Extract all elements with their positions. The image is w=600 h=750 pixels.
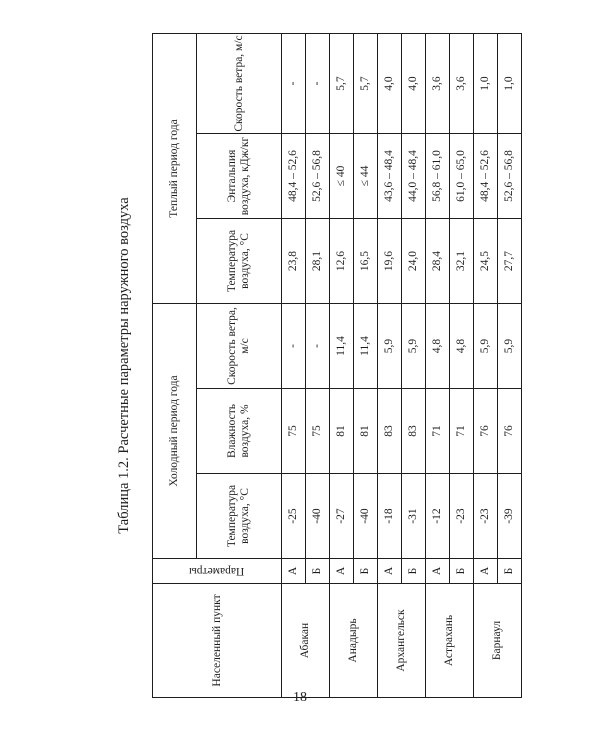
param-cell: А xyxy=(282,559,306,584)
cold-humidity-cell: 75 xyxy=(282,389,306,474)
warm-wind-cell: 3,6 xyxy=(426,34,450,134)
header-cold-period: Холодный период года xyxy=(153,304,197,559)
cold-humidity-cell: 76 xyxy=(498,389,522,474)
warm-wind-cell: 4,0 xyxy=(402,34,426,134)
cold-wind-cell: 5,9 xyxy=(402,304,426,389)
param-cell: А xyxy=(474,559,498,584)
cold-humidity-cell: 81 xyxy=(354,389,378,474)
warm-temp-cell: 32,1 xyxy=(450,219,474,304)
warm-enthalpy-cell: 48,4 – 52,6 xyxy=(282,134,306,219)
table-caption: Таблица 1.2. Расчетные параметры наружного воздуха xyxy=(116,197,132,534)
cold-temp-cell: -40 xyxy=(354,474,378,559)
warm-temp-cell: 19,6 xyxy=(378,219,402,304)
cold-humidity-cell: 71 xyxy=(450,389,474,474)
warm-enthalpy-cell: ≤ 44 xyxy=(354,134,378,219)
cold-wind-cell: - xyxy=(282,304,306,389)
header-cold-humidity: Влажность воздуха, % xyxy=(197,389,282,474)
rotated-page-content xyxy=(112,33,515,698)
cold-temp-cell: -39 xyxy=(498,474,522,559)
header-warm-wind: Скорость ветра, м/с xyxy=(197,34,282,134)
param-cell: Б xyxy=(450,559,474,584)
cold-temp-cell: -27 xyxy=(330,474,354,559)
header-cold-temperature: Температура воздуха, °С xyxy=(197,474,282,559)
warm-wind-cell: 5,7 xyxy=(354,34,378,134)
table-row xyxy=(330,34,354,698)
warm-temp-cell: 28,1 xyxy=(306,219,330,304)
header-warm-period: Теплый период года xyxy=(153,34,197,304)
warm-enthalpy-cell: 61,0 – 65,0 xyxy=(450,134,474,219)
warm-enthalpy-cell: 52,6 – 56,8 xyxy=(306,134,330,219)
cold-wind-cell: 4,8 xyxy=(426,304,450,389)
header-settlement: Населенный пункт xyxy=(153,584,282,698)
cold-temp-cell: -23 xyxy=(474,474,498,559)
cold-wind-cell: 5,9 xyxy=(378,304,402,389)
param-cell: Б xyxy=(354,559,378,584)
cold-humidity-cell: 83 xyxy=(402,389,426,474)
cold-temp-cell: -23 xyxy=(450,474,474,559)
param-cell: Б xyxy=(402,559,426,584)
table-row xyxy=(426,34,450,698)
page-number: 18 xyxy=(293,690,307,705)
param-cell: А xyxy=(330,559,354,584)
cold-humidity-cell: 83 xyxy=(378,389,402,474)
warm-enthalpy-cell: 52,6 – 56,8 xyxy=(498,134,522,219)
outdoor-air-parameters-table xyxy=(152,33,522,698)
warm-wind-cell: 5,7 xyxy=(330,34,354,134)
warm-temp-cell: 12,6 xyxy=(330,219,354,304)
city-name: Архангельск xyxy=(378,584,426,698)
cold-wind-cell: 5,9 xyxy=(474,304,498,389)
cold-humidity-cell: 71 xyxy=(426,389,450,474)
header-warm-temperature: Температура воздуха, °С xyxy=(197,219,282,304)
cold-wind-cell: 11,4 xyxy=(354,304,378,389)
header-cold-wind: Скорость ветра, м/с xyxy=(197,304,282,389)
cold-humidity-cell: 75 xyxy=(306,389,330,474)
city-name: Барнаул xyxy=(474,584,522,698)
cold-temp-cell: -40 xyxy=(306,474,330,559)
warm-enthalpy-cell: 48,4 – 52,6 xyxy=(474,134,498,219)
warm-enthalpy-cell: 56,8 – 61,0 xyxy=(426,134,450,219)
city-name: Анадырь xyxy=(330,584,378,698)
warm-temp-cell: 16,5 xyxy=(354,219,378,304)
header-warm-enthalpy: Энтальпия воздуха, кДж/кг xyxy=(197,134,282,219)
param-cell: А xyxy=(426,559,450,584)
warm-wind-cell: 3,6 xyxy=(450,34,474,134)
param-cell: А xyxy=(378,559,402,584)
warm-wind-cell: 4,0 xyxy=(378,34,402,134)
header-params xyxy=(153,559,282,584)
warm-wind-cell: - xyxy=(282,34,306,134)
cold-temp-cell: -12 xyxy=(426,474,450,559)
table-row xyxy=(282,34,306,698)
table-row xyxy=(378,34,402,698)
warm-wind-cell: 1,0 xyxy=(474,34,498,134)
cold-temp-cell: -18 xyxy=(378,474,402,559)
warm-temp-cell: 24,0 xyxy=(402,219,426,304)
cold-temp-cell: -31 xyxy=(402,474,426,559)
warm-enthalpy-cell: ≤ 40 xyxy=(330,134,354,219)
cold-wind-cell: 11,4 xyxy=(330,304,354,389)
header-params-label: Параметры xyxy=(189,565,245,578)
cold-wind-cell: 5,9 xyxy=(498,304,522,389)
param-cell: Б xyxy=(306,559,330,584)
warm-enthalpy-cell: 44,0 – 48,4 xyxy=(402,134,426,219)
warm-temp-cell: 28,4 xyxy=(426,219,450,304)
cold-humidity-cell: 81 xyxy=(330,389,354,474)
city-name: Астрахань xyxy=(426,584,474,698)
warm-temp-cell: 24,5 xyxy=(474,219,498,304)
cold-wind-cell: 4,8 xyxy=(450,304,474,389)
warm-wind-cell: 1,0 xyxy=(498,34,522,134)
warm-temp-cell: 27,7 xyxy=(498,219,522,304)
warm-enthalpy-cell: 43,6 – 48,4 xyxy=(378,134,402,219)
header-row-groups xyxy=(153,34,197,698)
warm-temp-cell: 23,8 xyxy=(282,219,306,304)
warm-wind-cell: - xyxy=(306,34,330,134)
table-row xyxy=(474,34,498,698)
cold-wind-cell: - xyxy=(306,304,330,389)
cold-temp-cell: -25 xyxy=(282,474,306,559)
cold-humidity-cell: 76 xyxy=(474,389,498,474)
param-cell: Б xyxy=(498,559,522,584)
city-name: Абакан xyxy=(282,584,330,698)
